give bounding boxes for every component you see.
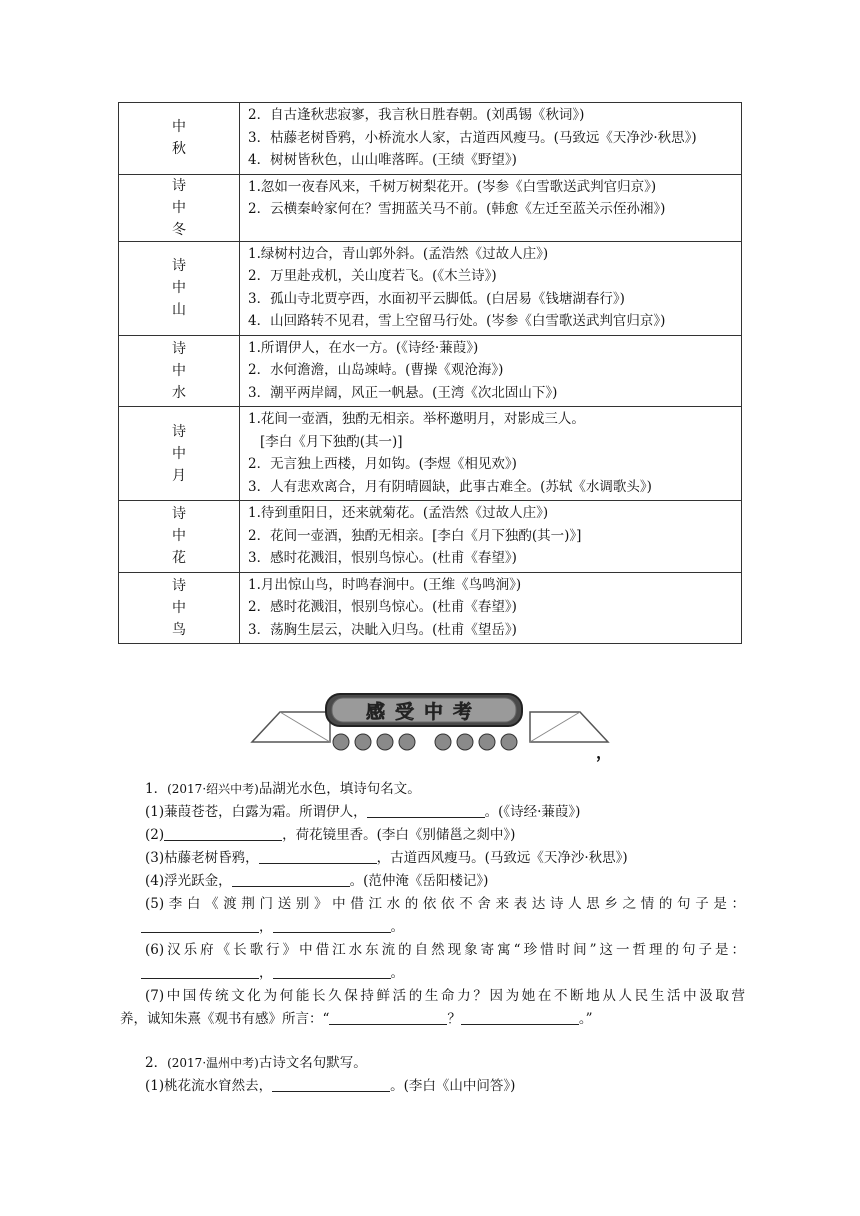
q1-item-2: (2) ，荷花镜里香。(李白《别储邕之剡中》) [145, 827, 516, 843]
answer-blank[interactable] [232, 872, 350, 887]
poem-line: 1.花间一壶酒，独酌无相亲。举杯邀明月，对影成三人。 [248, 411, 585, 427]
theme-char: 中 [172, 119, 186, 136]
theme-cell [119, 335, 240, 407]
q1-item-7-answers: 养，诚知朱熹《观书有感》所言：“ ？ 。” [120, 1011, 593, 1027]
table-row [119, 174, 742, 241]
poem-line: 2．云横秦岭家何在？雪拥蓝关马不前。(韩愈《左迁至蓝关示侄孙湘》) [248, 201, 666, 217]
poem-line: 1.所谓伊人，在水一方。(《诗经·蒹葭》) [248, 339, 479, 356]
answer-blank[interactable] [461, 1010, 579, 1025]
question-2 [145, 1052, 745, 1098]
q1-item-5: (5)李白《渡荆门送别》中借江水的依依不舍来表达诗人思乡之情的句子是： [145, 896, 745, 912]
table-row [119, 103, 742, 175]
banner-left-frame [252, 712, 330, 742]
poem-line: [李白《月下独酌(其一)] [260, 433, 403, 450]
table-row [119, 335, 742, 407]
theme-char: 诗 [172, 423, 186, 440]
answer-blank[interactable] [329, 1010, 447, 1025]
theme-char: 中 [172, 199, 186, 216]
banner-right-frame [530, 712, 608, 742]
theme-char: 中 [172, 445, 186, 462]
answer-blank[interactable] [164, 826, 282, 841]
q1-item-4: (4)浮光跃金， 。(范仲淹《岳阳楼记》) [145, 873, 489, 889]
theme-char: 水 [172, 384, 186, 401]
poem-lines-cell [240, 241, 742, 335]
theme-cell [119, 174, 240, 241]
poem-line: 2．水何澹澹，山岛竦峙。(曹操《观沧海》) [248, 362, 504, 378]
answer-blank[interactable] [273, 918, 391, 933]
poem-line: 2．自古逢秋悲寂寥，我言秋日胜春朝。(刘禹锡《秋词》) [248, 107, 585, 123]
question-1 [120, 778, 745, 1031]
theme-char: 中 [172, 599, 186, 616]
poem-line: 2．万里赴戎机，关山度若飞。(《木兰诗》) [248, 268, 497, 284]
answer-blank[interactable] [367, 803, 485, 818]
poem-line: 3．荡胸生层云，决眦入归鸟。(杜甫《望岳》) [248, 621, 517, 638]
answer-blank[interactable] [273, 964, 391, 979]
q1-header: 1．(2017·绍兴中考)品湖光水色，填诗句名文。 [145, 781, 421, 797]
theme-char: 山 [172, 302, 186, 318]
theme-char: 冬 [172, 221, 186, 238]
poem-line: 3．孤山寺北贾亭西，水面初平云脚低。(白居易《钱塘湖春行》) [248, 290, 625, 307]
poem-lines-cell [240, 103, 742, 175]
theme-char: 月 [172, 467, 186, 484]
poem-lines-cell [240, 335, 742, 407]
theme-cell [119, 103, 240, 175]
q1-item-3: (3)枯藤老树昏鸦， ，古道西风瘦马。(马致远《天净沙·秋思》) [145, 850, 628, 866]
theme-char: 中 [172, 528, 186, 545]
answer-blank[interactable] [272, 1077, 390, 1092]
theme-char: 诗 [172, 258, 186, 274]
q2-item-1: (1)桃花流水窅然去， 。(李白《山中问答》) [145, 1078, 516, 1094]
answer-blank[interactable] [141, 918, 259, 933]
theme-cell [119, 572, 240, 644]
theme-cell [119, 501, 240, 573]
section-banner [250, 690, 610, 760]
q1-item-6: (6)汉乐府《长歌行》中借江水东流的自然现象寄寓“珍惜时间”这一哲理的句子是： [145, 942, 745, 958]
poem-line: 2．无言独上西楼，月如钩。(李煜《相见欢》) [248, 456, 517, 472]
poems-by-theme-table [118, 102, 742, 644]
answer-blank[interactable] [259, 849, 377, 864]
banner-comma: ， [596, 743, 613, 762]
table-row [119, 241, 742, 335]
poem-line: 1.忽如一夜春风来，千树万树梨花开。(岑参《白雪歌送武判官归京》) [248, 178, 657, 195]
poem-lines-cell [240, 174, 742, 241]
answer-blank[interactable] [141, 964, 259, 979]
theme-cell [119, 407, 240, 501]
poem-line: 3．枯藤老树昏鸦，小桥流水人家，古道西风瘦马。(马致远《天净沙·秋思》) [248, 129, 697, 146]
poem-lines-cell [240, 572, 742, 644]
theme-char: 诗 [172, 506, 186, 523]
theme-cell [119, 241, 240, 335]
theme-char: 诗 [172, 577, 186, 594]
poem-line: 3．人有悲欢离合，月有阴晴圆缺，此事古难全。(苏轼《水调歌头》) [248, 478, 652, 495]
theme-char: 秋 [172, 141, 186, 158]
q1-item-7: (7)中国传统文化为何能长久保持鲜活的生命力？因为她在不断地从人民生活中汲取营 [145, 988, 745, 1004]
poem-line: 3．潮平两岸阔，风正一帆悬。(王湾《次北固山下》) [248, 384, 558, 401]
poem-line: 4．树树皆秋色，山山唯落晖。(王绩《野望》) [248, 152, 517, 168]
poem-lines-cell [240, 407, 742, 501]
theme-char: 花 [172, 550, 186, 567]
table-row [119, 572, 742, 644]
poem-line: 1.待到重阳日，还来就菊花。(孟浩然《过故人庄》) [248, 505, 549, 521]
poem-line: 4．山回路转不见君，雪上空留马行处。(岑参《白雪歌送武判官归京》) [248, 313, 666, 329]
q1-item-1: (1)蒹葭苍苍，白露为霜。所谓伊人， 。(《诗经·蒹葭》) [145, 804, 581, 820]
table-row [119, 501, 742, 573]
theme-char: 诗 [172, 177, 186, 194]
theme-char: 鸟 [172, 621, 186, 638]
poem-line: 1.绿树村边合，青山郭外斜。(孟浩然《过故人庄》) [248, 245, 549, 262]
poem-line: 1.月出惊山鸟，时鸣春涧中。(王维《鸟鸣涧》) [248, 576, 522, 593]
q1-item-5-answers: ， 。 [141, 916, 745, 939]
banner-title: 感受中考 [365, 701, 483, 723]
q2-header: 2．(2017·温州中考)古诗文名句默写。 [145, 1055, 367, 1071]
theme-char: 中 [172, 362, 186, 379]
theme-char: 诗 [172, 340, 186, 357]
q1-item-6-answers: ， 。 [141, 962, 745, 985]
poem-line: 2．花间一壶酒，独酌无相亲。[李白《月下独酌(其一)》] [248, 527, 582, 544]
table-row [119, 407, 742, 501]
poem-line: 2．感时花溅泪，恨别鸟惊心。(杜甫《春望》) [248, 599, 517, 615]
banner-beads [333, 734, 517, 750]
poem-line: 3．感时花溅泪，恨别鸟惊心。(杜甫《春望》) [248, 550, 517, 566]
poem-lines-cell [240, 501, 742, 573]
theme-char: 中 [172, 280, 186, 296]
